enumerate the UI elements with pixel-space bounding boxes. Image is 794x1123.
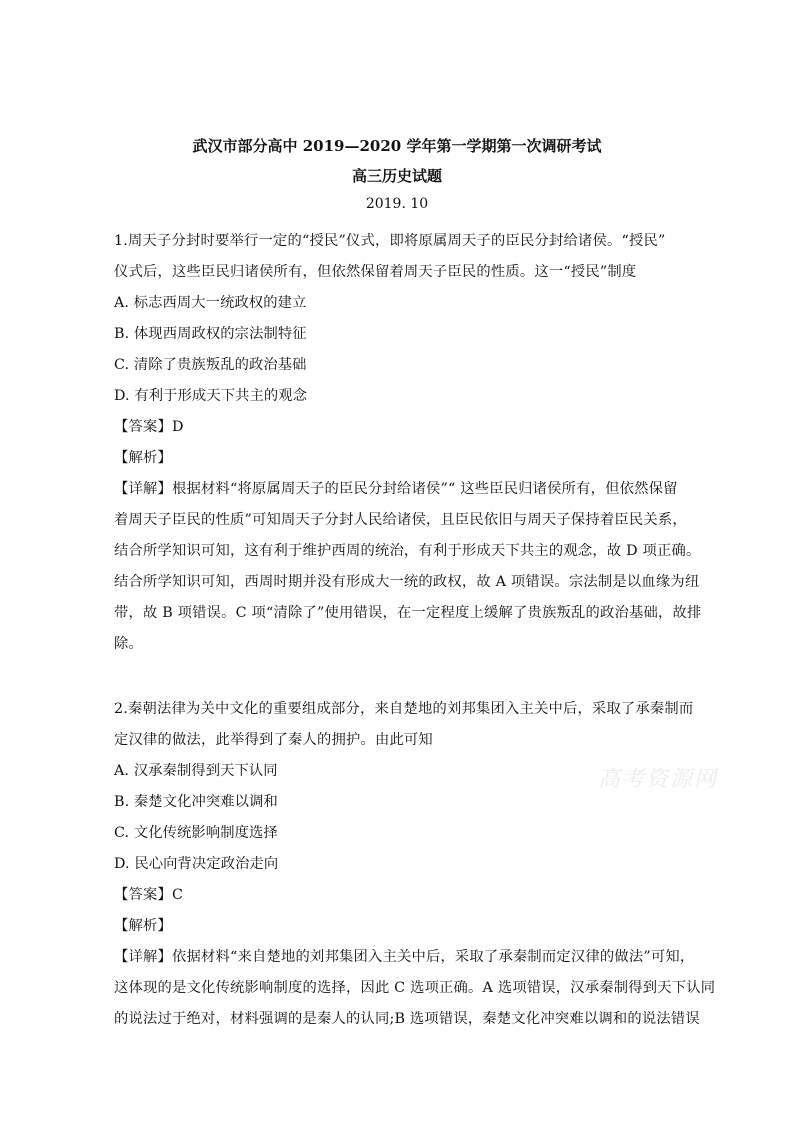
option-d: D. 民心向背决定政治走向 [114, 856, 279, 872]
detail-line: 带，故 B 项错误。C 项“清除了”使用错误，在一定程度上缓解了贵族叛乱的政治基础，故排 [114, 605, 702, 621]
detail-line: 结合所学知识可知，西周时期并没有形成大一统的政权，故 A 项错误。宗法制是以血缘为纽 [114, 574, 700, 590]
watermark: 高考资源网 [598, 767, 719, 792]
detail-line: 除。 [114, 636, 143, 652]
option-b: B. 秦楚文化冲突难以调和 [114, 794, 278, 810]
exam-subtitle: 高三历史试题 [351, 167, 442, 185]
detail-line: 的说法过于绝对，材料强调的是秦人的认同;B 选项错误，秦楚文化冲突难以调和的说法错误 [114, 1011, 700, 1027]
detail-line: 结合所学知识可知，这有利于维护西周的统治，有利于形成天下共主的观念，故 D 项正确。 [114, 543, 701, 559]
option-b: B. 体现西周政权的宗法制特征 [114, 326, 307, 342]
answer-label: 【答案】C [114, 887, 184, 903]
option-c: C. 清除了贵族叛乱的政治基础 [114, 357, 307, 373]
detail-line: 这体现的是文化传统影响制度的选择，因此 C 选项正确。A 选项错误，汉承秦制得到天下认同 [114, 980, 716, 996]
option-d: D. 有利于形成天下共主的观念 [114, 388, 308, 404]
question-stem-line: 1.周天子分封时要举行一定的“授民”仪式，即将原属周天子的臣民分封给诸侯。“授民” [114, 233, 666, 249]
answer-label: 【答案】D [114, 419, 184, 435]
exam-title: 武汉市部分高中 2019—2020 学年第一学期第一次调研考试 [192, 137, 602, 155]
detail-line: 【详解】依据材料“来自楚地的刘邦集团入主关中后，采取了承秦制而定汉律的做法”可知， [114, 949, 695, 965]
question-stem-line: 定汉律的做法，此举得到了秦人的拥护。由此可知 [114, 732, 433, 748]
analysis-label: 【解析】 [114, 918, 172, 934]
question-stem-line: 仪式后，这些臣民归诸侯所有，但依然保留着周天子臣民的性质。这一“授民”制度 [114, 264, 637, 280]
detail-line: 【详解】根据材料“将原属周天子的臣民分封给诸侯”“ 这些臣民归诸侯所有，但依然保留 [114, 481, 678, 497]
option-a: A. 汉承秦制得到天下认同 [114, 763, 278, 779]
detail-line: 着周天子臣民的性质”可知周天子分封人民给诸侯，且臣民依旧与周天子保持着臣民关系， [114, 512, 687, 528]
analysis-label: 【解析】 [114, 450, 172, 466]
exam-date: 2019. 10 [365, 196, 429, 212]
option-a: A. 标志西周大一统政权的建立 [114, 295, 307, 311]
option-c: C. 文化传统影响制度选择 [114, 825, 278, 841]
question-stem-line: 2.秦朝法律为关中文化的重要组成部分，来自楚地的刘邦集团入主关中后，采取了承秦制而 [114, 701, 694, 717]
